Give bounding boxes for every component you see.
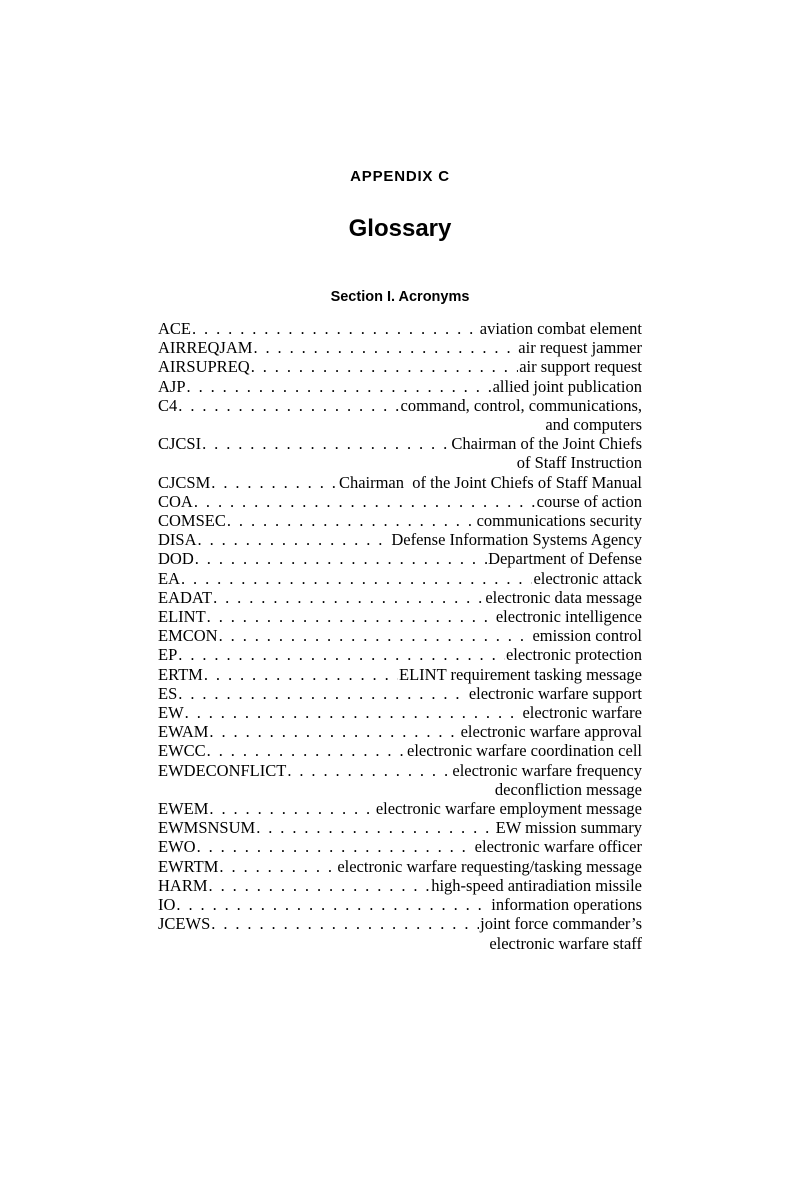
glossary-entry-row	[158, 741, 642, 760]
glossary-entry-row	[158, 665, 642, 684]
acronym-term: EMCON	[158, 626, 218, 646]
glossary-entry-row	[158, 492, 642, 511]
acronym-term: EWMSNSUM	[158, 818, 256, 838]
acronym-definition: course of action	[536, 491, 642, 511]
dot-leader	[209, 722, 459, 741]
glossary-entry	[158, 645, 642, 664]
glossary-entry-row	[158, 837, 642, 856]
acronym-term: DOD	[158, 549, 194, 569]
page-title: Glossary	[348, 215, 452, 242]
acronym-definition: electronic warfare	[522, 703, 642, 723]
acronym-definition: electronic attack	[533, 568, 642, 588]
glossary-entry	[158, 607, 642, 626]
acronym-term: EWAM	[158, 722, 209, 742]
acronym-term: AIRSUPREQ	[158, 357, 250, 377]
glossary-entry-row	[158, 684, 642, 703]
dot-leader	[187, 377, 492, 396]
glossary-entry	[158, 338, 642, 357]
glossary-entry-row	[158, 722, 642, 741]
acronym-term: JCEWS	[158, 914, 211, 934]
dot-leader	[219, 857, 336, 876]
glossary-entry	[158, 396, 642, 434]
acronym-definition-continuation: of Staff Instruction	[516, 453, 642, 473]
glossary-entry-row	[158, 626, 642, 645]
acronym-definition: command, control, communications,	[400, 395, 642, 415]
acronym-term: ACE	[158, 319, 191, 338]
glossary-entry	[158, 761, 642, 799]
glossary-entry-row	[158, 607, 642, 626]
glossary-entry-row	[158, 569, 642, 588]
acronym-definition-continuation: and computers	[545, 415, 642, 435]
dot-leader	[178, 645, 505, 664]
dot-leader	[178, 396, 399, 415]
acronym-definition: joint force commander’s	[480, 914, 642, 934]
glossary-entry-row	[158, 473, 642, 492]
acronym-definition-continuation: electronic warfare staff	[489, 933, 642, 953]
glossary-entry-row	[158, 319, 642, 338]
dot-leader	[185, 703, 522, 722]
acronym-definition: aviation combat element	[479, 319, 642, 338]
acronym-term: EWDECONFLICT	[158, 760, 287, 780]
acronym-definition: air request jammer	[518, 338, 642, 358]
acronym-term: AJP	[158, 376, 186, 396]
glossary-entry-row	[158, 396, 642, 415]
glossary-entry	[158, 818, 642, 837]
dot-leader	[227, 511, 476, 530]
dot-leader	[207, 607, 495, 626]
acronym-term: DISA	[158, 530, 197, 550]
acronym-definition: electronic warfare frequency	[452, 760, 642, 780]
acronym-definition: air support request	[519, 357, 642, 377]
acronym-term: IO	[158, 895, 176, 915]
glossary-entry	[158, 319, 642, 338]
acronym-definition: electronic warfare support	[468, 683, 642, 703]
document-page	[0, 168, 800, 1203]
acronym-definition: electronic warfare employment message	[375, 799, 642, 819]
dot-leader	[287, 761, 451, 780]
glossary-entry-row	[158, 377, 642, 396]
acronym-term: EWCC	[158, 741, 206, 761]
glossary-entry	[158, 684, 642, 703]
glossary-entry-row	[158, 857, 642, 876]
dot-leader	[202, 434, 450, 453]
glossary-entry-row	[158, 434, 642, 453]
dot-leader	[181, 569, 532, 588]
acronym-definition: ELINT requirement tasking message	[399, 664, 642, 684]
acronym-definition: electronic warfare approval	[460, 722, 642, 742]
acronym-definition: electronic protection	[505, 645, 642, 665]
glossary-entry	[158, 530, 642, 549]
glossary-entry	[158, 722, 642, 741]
glossary-entry	[158, 895, 642, 914]
acronym-term: HARM	[158, 875, 208, 895]
glossary-entry	[158, 703, 642, 722]
glossary-entry	[158, 741, 642, 760]
glossary-entry	[158, 569, 642, 588]
section-heading: Section I. Acronyms	[330, 289, 470, 305]
dot-leader	[178, 684, 468, 703]
acronym-definition: emission control	[532, 626, 642, 646]
acronym-list	[158, 319, 642, 953]
acronym-term: EP	[158, 645, 178, 665]
acronym-term: EWRTM	[158, 856, 219, 876]
acronym-definition: Department of Defense	[488, 549, 642, 569]
acronym-term: C4	[158, 395, 178, 415]
dot-leader	[197, 837, 474, 856]
glossary-entry	[158, 434, 642, 472]
dot-leader	[253, 338, 517, 357]
dot-leader	[251, 357, 519, 376]
glossary-entry	[158, 549, 642, 568]
dot-leader	[256, 818, 494, 837]
glossary-entry-row	[158, 818, 642, 837]
acronym-definition: EW mission summary	[495, 818, 642, 838]
acronym-term: EADAT	[158, 587, 213, 607]
acronym-term: CJCSI	[158, 434, 202, 454]
acronym-term: ELINT	[158, 607, 206, 627]
acronym-definition: electronic warfare coordination cell	[407, 741, 642, 761]
appendix-label: APPENDIX C	[350, 168, 450, 185]
dot-leader	[192, 319, 479, 338]
acronym-definition: information operations	[491, 895, 642, 915]
acronym-term: EA	[158, 568, 180, 588]
glossary-entry-row	[158, 645, 642, 664]
glossary-entry	[158, 626, 642, 645]
glossary-entry-row	[158, 761, 642, 780]
dot-leader	[207, 741, 406, 760]
glossary-entry-row	[158, 530, 642, 549]
dot-leader	[209, 876, 431, 895]
glossary-entry	[158, 837, 642, 856]
acronym-term: EWO	[158, 837, 196, 857]
dot-leader	[213, 588, 484, 607]
glossary-entry	[158, 492, 642, 511]
acronym-definition: Chairman of the Joint Chiefs of Staff Manual	[338, 472, 642, 492]
acronym-definition: high-speed antiradiation missile	[431, 875, 642, 895]
acronym-term: ERTM	[158, 664, 203, 684]
glossary-entry	[158, 357, 642, 376]
acronym-definition: electronic data message	[485, 587, 642, 607]
dot-leader	[195, 549, 487, 568]
glossary-entry	[158, 665, 642, 684]
acronym-definition-continuation: deconfliction message	[494, 779, 642, 799]
dot-leader	[176, 895, 490, 914]
acronym-term: COA	[158, 491, 193, 511]
acronym-definition: electronic warfare officer	[474, 837, 642, 857]
acronym-term: EW	[158, 703, 184, 723]
dot-leader	[209, 799, 374, 818]
acronym-term: EWEM	[158, 799, 209, 819]
glossary-entry	[158, 473, 642, 492]
glossary-entry	[158, 588, 642, 607]
glossary-entry-row	[158, 549, 642, 568]
acronym-definition: allied joint publication	[492, 376, 642, 396]
glossary-entry-row	[158, 876, 642, 895]
glossary-entry-row	[158, 338, 642, 357]
glossary-entry-row	[158, 588, 642, 607]
glossary-entry	[158, 914, 642, 952]
acronym-term: CJCSM	[158, 472, 211, 492]
glossary-entry	[158, 876, 642, 895]
glossary-entry	[158, 511, 642, 530]
glossary-entry	[158, 799, 642, 818]
glossary-entry-row	[158, 914, 642, 933]
glossary-entry-row	[158, 511, 642, 530]
glossary-entry-row	[158, 799, 642, 818]
glossary-entry	[158, 857, 642, 876]
acronym-term: COMSEC	[158, 511, 226, 531]
acronym-definition: Defense Information Systems Agency	[391, 530, 642, 550]
dot-leader	[219, 626, 532, 645]
glossary-entry-row	[158, 357, 642, 376]
acronym-definition: communications security	[476, 511, 642, 531]
glossary-entry-row	[158, 895, 642, 914]
glossary-entry-row	[158, 703, 642, 722]
acronym-definition: electronic warfare requesting/tasking message	[337, 856, 642, 876]
acronym-term: ES	[158, 683, 178, 703]
acronym-term: AIRREQJAM	[158, 338, 253, 358]
dot-leader	[211, 914, 479, 933]
dot-leader	[198, 530, 391, 549]
dot-leader	[204, 665, 398, 684]
glossary-entry	[158, 377, 642, 396]
acronym-definition: electronic intelligence	[495, 607, 642, 627]
acronym-definition: Chairman of the Joint Chiefs	[451, 434, 642, 454]
dot-leader	[194, 492, 536, 511]
dot-leader	[211, 473, 338, 492]
